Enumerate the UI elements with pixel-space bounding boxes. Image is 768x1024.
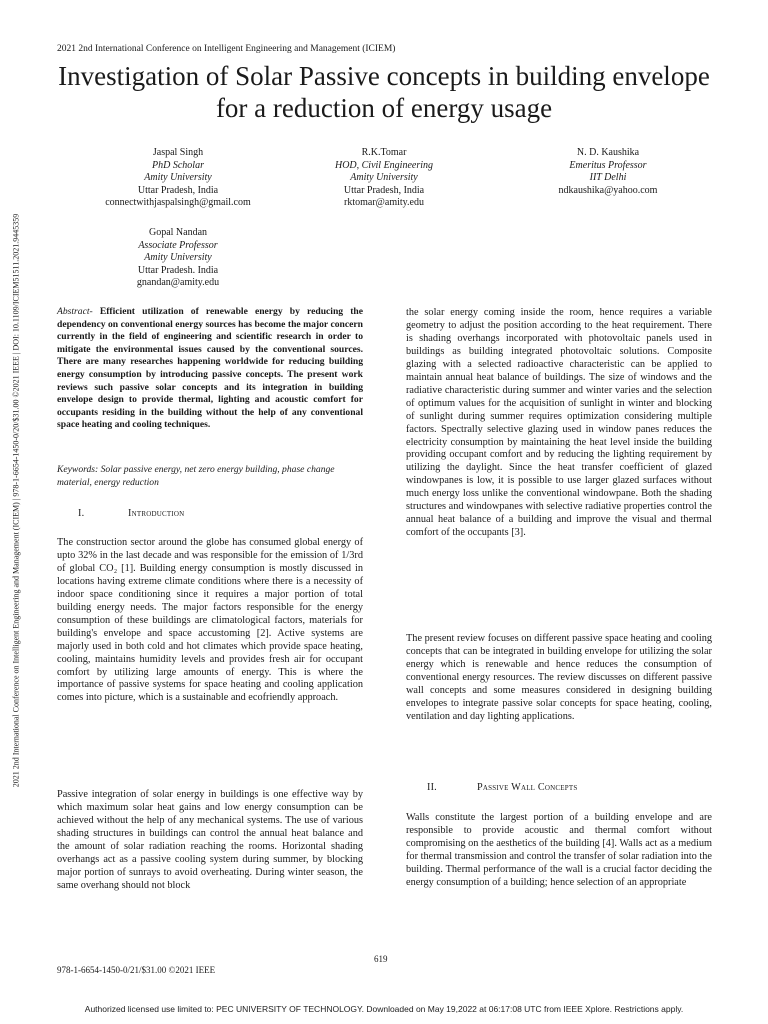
abstract <box>57 306 363 432</box>
author-org: IIT Delhi <box>589 172 627 183</box>
author-email: connectwithjaspalsingh@gmail.com <box>105 197 251 208</box>
intro-paragraph-1: The construction sector around the globe has consumed global energy of upto 32% in the last decade and was responsible for the emission of 1/3rd of global CO₂ [1]. Building energy consumption is mostly discussed in locations having extreme climate conditions where there is a necessity of indoor space conditioning since it requires a major portion of total building energy needs. The major factors responsible for the energy consumption of these buildings are climatological factors, materials for building's envelope and space accustoming [2]. Active systems are majorly used in both cold and hot climates which provide space heating, cooling, maintains humidity levels and provides fresh air for occupant comfort by utilizing large amounts of energy. This is where the importance of passive systems for space heating and cooling application comes into picture, which is a sustainable and ecofriendly approach. <box>57 537 363 704</box>
section-title: Introduction <box>128 508 185 519</box>
section-heading-introduction <box>78 508 184 519</box>
author-name: R.K.Tomar <box>361 147 407 158</box>
side-doi-strip: 2021 2nd International Conference on Intelligent Engineering and Management (ICIEM) | 978-1-6654-1450-0/20/$31.00 ©2021 IEEE | DOI: 10.1109/ICIEM51511.2021.9445359 <box>11 213 21 788</box>
right-column-paragraph-2: The present review focuses on different passive space heating and cooling concepts that can be integrated in building envelope for utilizing the solar energy which is renewable and hence reduces the consumption of conventional energy resources. The review discusses on different passive wall concepts and some measures considered in designing building envelopes to integrate passive solar concepts for space heating, cooling, ventilation and day lighting applications. <box>406 633 712 722</box>
right-column-paragraph-1: the solar energy coming inside the room, hence requires a variable geometry to adjust the position according to the heat requirement. There is shading overhangs incorporated with photovoltaic panels used in buildings as building integrated photovoltaic solutions. Composite glazing with a selected radioactive characteristic can be applied to maintain annual heat balance of buildings. The size of windows and the radiative characteristic during summer and winter varies and the selection of optimum values for the acquisition of sunlight in winter and blocking of sunlight during summer requires optimization considering multiple factors. Spectrally selective glazing used in window panes reduces the electricity consumption by maintaining the heat level inside the building providing occupant comfort and by reducing the lighting requirement by utilizing the daylight. Since the heat transfer coefficient of glazed windowpanes is low, it is possible to use larger glazed surfaces without much energy loss unlike the conventional windowpane. Both the shading structures and windowpanes with selective radiative properties control the annual heat balance of a building and improve the visual and thermal comfort of the occupants [3]. <box>406 307 712 539</box>
abstract-text: Efficient utilization of renewable energy by reducing the dependency on conventional energy sources has become the major concern currently in the field of engineering and scientific research in order to mitigate the environmental issues caused by the conventional sources. There are many researches happening worldwide for reducing building energy consumption by introducing passive concepts. The present work reviews such passive solar concepts and its integration in building envelope design to provide thermal, lighting and acoustic comfort for occupants residing in the building without the help of any conventional space heating and cooling techniques. <box>57 306 363 431</box>
copyright-footer: 978-1-6654-1450-0/21/$31.00 ©2021 IEEE <box>57 965 216 975</box>
author-block <box>57 227 299 290</box>
author-role: Associate Professor <box>138 239 218 251</box>
paper-title: Investigation of Solar Passive concepts in building envelope for a reduction of energy usage <box>58 61 710 123</box>
author-block <box>57 147 299 210</box>
author-name: Gopal Nandan <box>148 227 208 238</box>
author-email: ndkaushika@yahoo.com <box>558 184 658 196</box>
section-number: I. <box>78 508 85 519</box>
author-block <box>520 147 696 197</box>
author-org: Amity University <box>144 172 212 183</box>
author-location: Uttar Pradesh. India <box>137 264 219 276</box>
author-org: Amity University <box>144 252 212 263</box>
intro-paragraph-2: Passive integration of solar energy in buildings is one effective way by which maximum solar heat gains and low energy consumption can be achieved without the help of any mechanical systems. The use of various shading structures in buildings can control the annual heat balance and the amount of solar radiation reaching the rooms. Horizontal shading overhangs act as a passive cooling system during summer, by blocking major portion of sunrays to avoid overheating. During winter season, the same overhang should not block <box>57 789 363 891</box>
author-name: Jaspal Singh <box>152 147 204 158</box>
section-heading-passive-walls <box>427 782 577 793</box>
author-org: Amity University <box>350 172 418 183</box>
authorized-use-note: Authorized licensed use limited to: PEC UNIVERSITY OF TECHNOLOGY. Downloaded on May 19,2022 at 06:17:08 UTC from IEEE Xplore. Restrictions apply. <box>84 1004 684 1014</box>
author-role: PhD Scholar <box>152 159 204 171</box>
author-email: gnandan@amity.edu <box>136 277 220 288</box>
author-name: N. D. Kaushika <box>576 147 640 158</box>
author-location: Uttar Pradesh, India <box>137 184 219 196</box>
conference-header: 2021 2nd International Conference on Intelligent Engineering and Management (ICIEM) <box>57 44 396 54</box>
section-title: Passive Wall Concepts <box>477 782 578 793</box>
page-number: 619 <box>374 954 388 964</box>
author-block <box>292 147 476 210</box>
walls-paragraph-1: Walls constitute the largest portion of a building envelope and are responsible to provide acoustic and thermal comfort without compromising on the aesthetics of the building [4]. Walls act as a medium for thermal transmission and control the transfer of solar radiation into the building. Thermal performance of the wall is a crucial factor deciding the energy consumption of a building; hence selection of an appropriate <box>406 812 712 888</box>
author-role: Emeritus Professor <box>569 159 647 171</box>
author-role: HOD, Civil Engineering <box>334 159 434 171</box>
author-location: Uttar Pradesh, India <box>343 184 425 196</box>
section-number: II. <box>427 782 437 793</box>
author-email: rktomar@amity.edu <box>344 197 424 208</box>
abstract-label: Abstract- <box>57 306 93 317</box>
keywords: Keywords: Solar passive energy, net zero energy building, phase change material, energy reduction <box>57 464 335 488</box>
